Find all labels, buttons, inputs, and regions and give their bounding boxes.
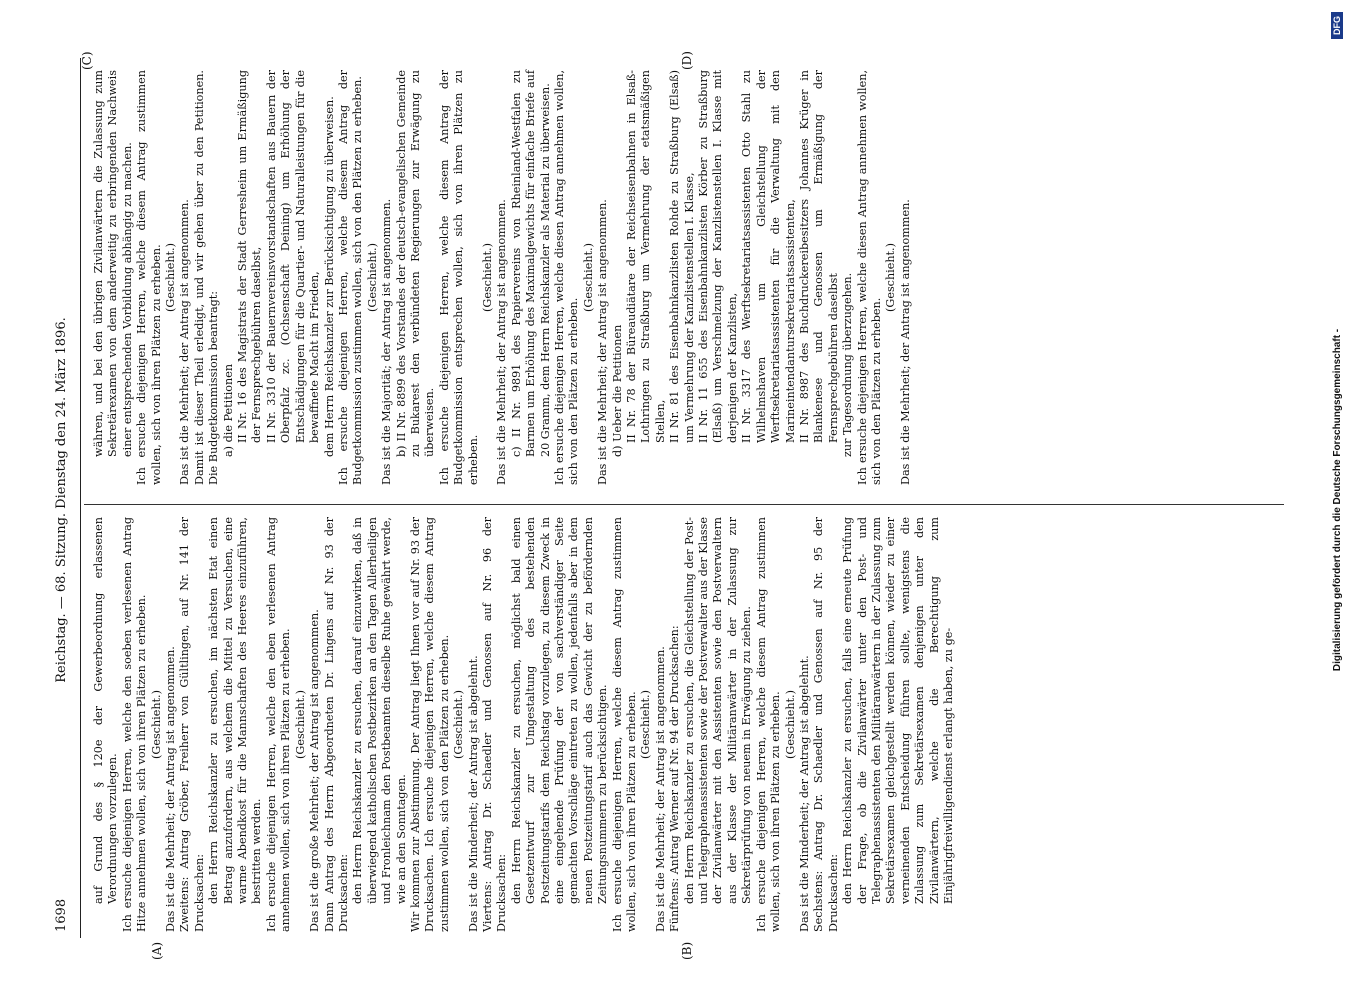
paragraph: Ich ersuche diejenigen Herren, welche diesen Antrag annehmen wollen, sich von den Plätzen zu erheben. (855, 70, 883, 485)
paragraph: Ich ersuche diejenigen Herren, welche diesem Antrag der Budgetkommission zustimmen wollen, sich von den Plätzen zu erheben. (336, 70, 365, 485)
digitization-credit: Digitalisierung gefördert durch die Deutsche Forschungsgemeinschaft - (1332, 328, 1343, 672)
paragraph: Ich ersuche diejenigen Herren, welche diesem Antrag zustimmen wollen, sich von ihren Plätzen zu erheben. (754, 517, 783, 932)
paragraph: zur Tagesordnung überzugehen. (841, 272, 855, 457)
paragraph: d) Ueber die Petitionen (610, 324, 624, 457)
paragraph: (Geschieht.) (783, 690, 797, 759)
paragraph: II Nr. 3310 der Bauernvereinsvorstandschaften aus Bauern der Oberpfalz zc. (Ochsenschaft Deining) um Erhöhung der Entschädigungen für die Quartier- und Naturalleistungen für die bewaffnete Macht im Frieden, (264, 70, 322, 443)
dfg-logo: DFG (1331, 12, 1343, 39)
paragraph: II Nr. 8987 des Buchdruckereibesitzers Johannes Krüger in Blankenese und Genossen um Ermäßigung der Fernsprechgebühren daselbst (797, 70, 840, 443)
paragraph: Ich ersuche diejenigen Herren, welche diesem Antrag zustimmen wollen, sich von ihren Plätzen zu erheben. (135, 70, 163, 485)
paragraph: Das ist die Minderheit; der Antrag ist abgelehnt. (797, 655, 811, 932)
paragraph: Ich ersuche diejenigen Herren, welche den soeben verlesenen Antrag Hitze annehmen wollen, sich von ihren Plätzen zu erheben. (120, 517, 149, 932)
paragraph: Das ist die Mehrheit; der Antrag ist angenommen. (898, 199, 912, 485)
page-number: 1698 (54, 898, 69, 932)
margin-mark-b: (B) (680, 941, 694, 960)
paragraph: den Herrn Reichskanzler zu ersuchen, möglichst bald einen Gesetzentwurf zur Umgestaltung des bestehenden Postzeitungstarifs dem Reichstag vorzulegen, zu diesem Zweck in eine eingehende Prüfung der von sachverständiger Seite gemachten Vorschläge eintreten zu wollen, jedenfalls aber in dem neuen Postzeitungstarif auch das Gewicht der zu befördernden Zeitungsnummern zu berücksichtigen. (509, 517, 610, 904)
margin-mark-c: (C) (80, 51, 94, 70)
paragraph: (Geschieht.) (164, 243, 178, 312)
paragraph: den Herrn Reichskanzler zu ersuchen, falls eine erneute Prüfung der Frage, ob die Zivilanwärter unter den Post- und Telegraphenassistenten den Militäranwärtern in der Zulassung zum Sekretärsexamen gleichgestellt werden können, wieder zu einer verneinenden Entscheidung führen sollte, wenigstens die Zulassung zum Sekretärsexamen denjenigen unter den Zivilanwärtern, welche die Berechtigung zum Einjährigfreiwilligendienst erlangt haben, zu ge- (841, 517, 955, 904)
paragraph: Ich ersuche diejenigen Herren, welche diesem Antrag der Budgetkommission entsprechen wollen, sich von ihren Plätzen zu erheben. (437, 70, 480, 485)
paragraph: II Nr. 78 der Büreaudiätare der Reichseisenbahnen in Elsaß-Lothringen zu Straßburg um Vermehrung der etatsmäßigen Stellen, (625, 70, 667, 443)
paragraph: währen, und bei den übrigen Zivilanwärtern die Zulassung zum Sekretärexamen von dem anderweitig zu erbringenden Nachweis einer entsprechenden Vorbildung abhängig zu machen. (92, 70, 134, 457)
paragraph: auf Grund des § 120e der Gewerbeordnung erlassenen Verordnungen vorzulegen. (92, 517, 120, 904)
column-divider (84, 504, 1284, 505)
paragraph: (Geschieht.) (480, 243, 494, 312)
paragraph: dem Herrn Reichskanzler zur Berücksichtigung zu überweisen. (322, 96, 336, 457)
paragraph: II Nr. 81 des Eisenbahnkanzlisten Rohde zu Straßburg (Elsaß) um Vermehrung der Kanzlistenstellen I. Klasse, (668, 70, 696, 443)
paragraph: Das ist die Mehrheit; der Antrag ist angenommen. (178, 199, 192, 485)
paragraph: c) II Nr. 9891 des Papiervereins von Rheinland-Westfalen zu Barmen um Erhöhung des Maximalgewichts für einfache Briefe auf 20 Gramm, dem Herrn Reichskanzler als Material zu überweisen. (509, 70, 552, 457)
paragraph: Das ist die Majorität; der Antrag ist angenommen. (380, 198, 394, 485)
paragraph: II Nr. 11 655 des Eisenbahnkanzlisten Körber zu Straßburg (Elsaß) um Verschmelzung der Kanzlistenstellen I. Klasse mit derjenigen der Kanzlisten, (697, 70, 739, 443)
paragraph: Ich ersuche diejenigen Herren, welche diesen Antrag annehmen wollen, sich von den Plätzen zu erheben. (553, 70, 581, 485)
paragraph: Das ist die Mehrheit; der Antrag ist angenommen. (164, 646, 178, 932)
left-column (92, 517, 956, 932)
paragraph: a) die Petitionen (221, 363, 235, 457)
paragraph: Das ist die Mehrheit; der Antrag ist angenommen. (596, 199, 610, 485)
paragraph: den Herrn Reichskanzler zu ersuchen, darauf einzuwirken, daß in überwiegend katholischen Postbezirken an den Tagen Allerheiligen und Fronleichnam den Postbeamten dieselbe Ruhe gewährt werde, wie an den Sonntagen. (351, 517, 408, 904)
paragraph: Das ist die Mehrheit; der Antrag ist angenommen. (495, 199, 509, 485)
paragraph: (Geschieht.) (365, 243, 379, 312)
paragraph: Zweitens: Antrag Gröber, Freiherr von Gültlingen, auf Nr. 141 der Drucksachen: (178, 517, 206, 932)
margin-mark-a: (A) (150, 941, 164, 960)
paragraph: II Nr. 3317 des Werftsekretariatsassistenten Otto Stahl zu Wilhelmshaven um Gleichstellung der Werftsekretariatsassistenten für die Verwaltung mit den Marineintendantursekretariatsassistenten, (740, 70, 797, 443)
header-rule (80, 58, 81, 938)
right-column (92, 70, 913, 485)
paragraph: den Herrn Reichskanzler zu ersuchen, die Gleichstellung der Post- und Telegraphenassistenten sowie der Postverwalter aus der Klasse der Zivilanwärter mit den Assistenten sowie den Postverwaltern aus der Klasse der Militäranwärter in der Zulassung zur Sekretärprüfung von neuem in Erwägung zu ziehen. (682, 517, 754, 904)
paragraph: Ich ersuche diejenigen Herren, welche diesem Antrag zustimmen wollen, sich von ihren Plätzen zu erheben. (610, 517, 639, 932)
paragraph: (Geschieht.) (293, 690, 307, 759)
paragraph: Das ist die Minderheit; der Antrag ist abgelehnt. (466, 655, 480, 932)
paragraph: Das ist die große Mehrheit; der Antrag ist angenommen. (308, 609, 322, 932)
paragraph: Viertens: Antrag Dr. Schaedler und Genossen auf Nr. 96 der Drucksachen: (480, 517, 509, 932)
paragraph: II Nr. 16 des Magistrats der Stadt Gerresheim um Ermäßigung der Fernsprechgebühren daselbst, (236, 70, 264, 443)
paragraph: (Geschieht.) (639, 690, 653, 759)
paragraph: Das ist die Mehrheit; der Antrag ist angenommen. (653, 646, 667, 932)
paragraph: den Herrn Reichskanzler zu ersuchen, im nächsten Etat einen Betrag anzufordern, aus welchem die Mittel zu Versuchen, eine warme Abendkost für die Mannschaften des Heeres einzuführen, bestritten werden. (207, 517, 264, 904)
paragraph: (Geschieht.) (149, 690, 163, 759)
paragraph: Damit ist dieser Theil erledigt, und wir gehen über zu den Petitionen. Die Budgetkommission beantragt: (192, 70, 221, 485)
paragraph: Fünftens: Antrag Werner auf Nr. 94 der Drucksachen: (668, 625, 682, 932)
paragraph: (Geschieht.) (452, 690, 466, 759)
paragraph: Dann Antrag des Herrn Abgeordneten Dr. Lingens auf Nr. 93 der Drucksachen: (322, 517, 350, 932)
paragraph: (Geschieht.) (581, 243, 595, 312)
page-title: Reichstag. — 68. Sitzung. Dienstag den 24. März 1896. (54, 317, 69, 683)
paragraph: Sechstens: Antrag Dr. Schaedler und Genossen auf Nr. 95 der Drucksachen: (812, 517, 840, 932)
margin-mark-d: (D) (680, 51, 694, 70)
paragraph: Ich ersuche diejenigen Herren, welche den eben verlesenen Antrag annehmen wollen, sich von ihren Plätzen zu erheben. (264, 517, 293, 932)
paragraph: (Geschieht.) (884, 243, 898, 312)
paragraph: Wir kommen zur Abstimmung. Der Antrag liegt Ihnen vor auf Nr. 93 der Drucksachen. Ich ersuche diejenigen Herren, welche diesem Antrag zustimmen wollen, sich von den Plätzen zu erheben. (408, 517, 451, 932)
paragraph: b) II Nr. 8899 des Vorstandes der deutsch-evangelischen Gemeinde zu Bukarest den verbündeten Regierungen zur Erwägung zu überweisen. (394, 70, 437, 457)
